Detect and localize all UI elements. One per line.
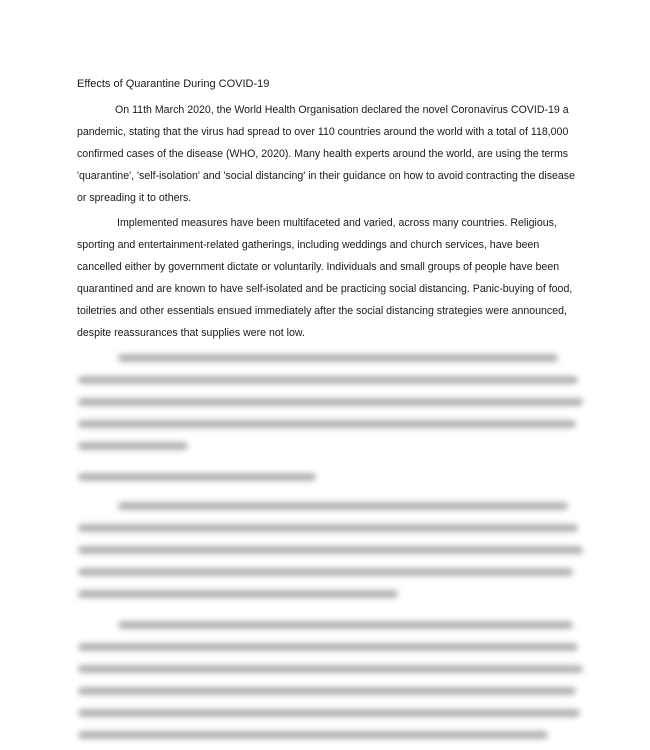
blurred-text-line	[78, 442, 188, 450]
blurred-text-line	[118, 502, 568, 510]
blurred-text-line	[78, 473, 316, 481]
blurred-text-line	[78, 568, 573, 576]
blurred-text-line	[118, 354, 558, 362]
blurred-text-line	[78, 590, 398, 598]
paragraph-2: Implemented measures have been multifaceted and varied, across many countries. Religious, sporting and entertainment-related gatherings, including weddings and church services, have been cancelled either by government dictate or voluntarily. Individuals and small groups of people have been quarantined and are known to have self-isolated and be practicing social distancing. Panic-buying of food, toiletries and other essentials ensued immediately after the social distancing strategies were announced, despite reassurances that supplies were not low.	[77, 217, 573, 339]
blurred-text-line	[78, 546, 583, 554]
paragraph-1: On 11th March 2020, the World Health Organisation declared the novel Coronavirus COVID-19 a pandemic, stating that the virus had spread to over 110 countries around the world with a total of 118,000 confirmed cases of the disease (WHO, 2020). Many health experts around the world, are using the terms 'quarantine', 'self-isolation' and 'social distancing' in their guidance on how to avoid contracting the disease or spreading it to others.	[77, 104, 575, 204]
blurred-text-line	[78, 709, 580, 717]
blurred-text-line	[78, 524, 578, 532]
blurred-text-line	[78, 420, 576, 428]
blurred-text-line	[78, 687, 576, 695]
blurred-content-region	[60, 340, 600, 750]
blurred-text-line	[118, 621, 573, 629]
blurred-text-line	[78, 643, 578, 651]
blurred-text-line	[78, 398, 583, 406]
blurred-text-line	[78, 376, 578, 384]
blurred-text-line	[78, 665, 583, 673]
blurred-text-line	[78, 731, 548, 739]
document-title: Effects of Quarantine During COVID-19	[77, 78, 270, 90]
